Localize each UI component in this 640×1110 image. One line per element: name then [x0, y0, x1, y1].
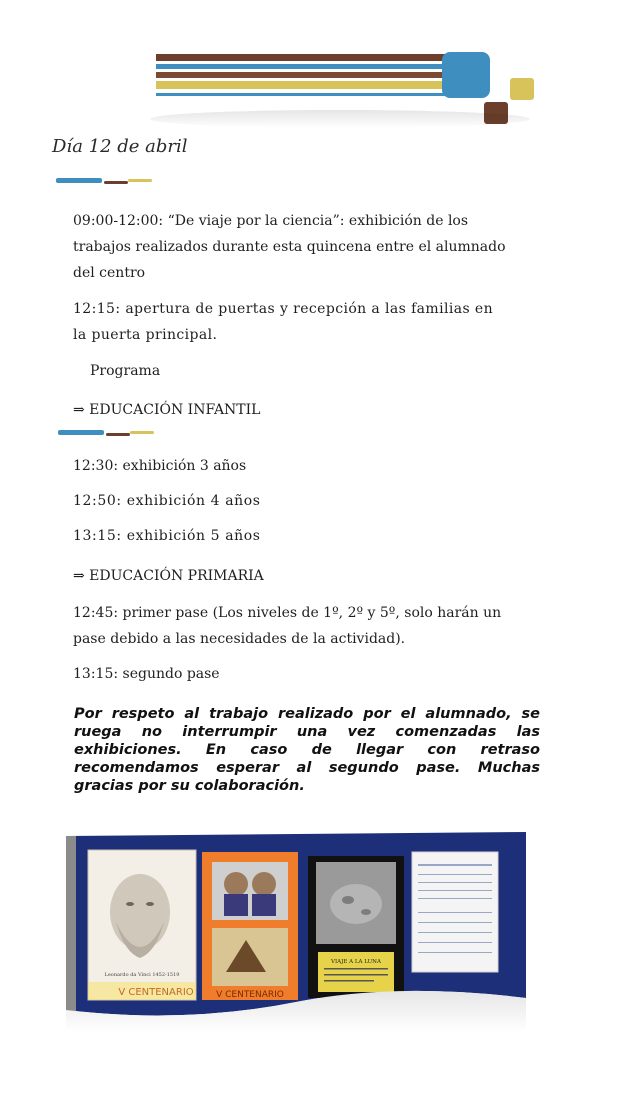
header-stripe-brown [156, 54, 451, 61]
header-stripe-brown2 [156, 72, 451, 78]
divider-decoration [56, 176, 156, 186]
opening-line: la puerta principal. [73, 327, 218, 343]
infantil-item: 12:50: exhibición 4 años [73, 493, 261, 509]
header-shadow [150, 110, 530, 128]
primaria-heading: ⇒ EDUCACIÓN PRIMARIA [73, 568, 264, 584]
notice-text: Por respeto al trabajo realizado por el alumnado, se ruega no interrumpir una vez comenzadas las exhibiciones. En caso de llegar con retraso recomendamos esperar al segundo pase. Muchas gracias por su colaboración. [74, 706, 540, 794]
primaria-first-pass-line: 12:45: primer pase (Los niveles de 1º, 2º y 5º, solo harán un [73, 605, 502, 621]
schedule-intro-line: trabajos realizados durante esta quincena entre el alumnado [73, 239, 506, 255]
schedule-intro-line: 09:00-12:00: “De viaje por la ciencia”: exhibición de los [73, 213, 469, 229]
poster1-caption: Leonardo da Vinci 1452-1519 [104, 972, 180, 978]
header-decoration [150, 40, 550, 140]
header-square-blue [442, 52, 490, 98]
poster3-title: VIAJE A LA LUNA [331, 959, 381, 965]
poster2-badge: V CENTENARIO [216, 990, 284, 1000]
schedule-intro-line: del centro [73, 265, 146, 281]
header-square-gold [510, 78, 534, 100]
primaria-first-pass-line: pase debido a las necesidades de la actividad). [73, 631, 406, 647]
exhibition-board-illustration [66, 832, 526, 1032]
divider-decoration-infantil [58, 428, 158, 438]
header-stripe-gold [156, 81, 451, 89]
date-title: Día 12 de abril [52, 136, 188, 157]
infantil-item: 12:30: exhibición 3 años [73, 458, 247, 474]
primaria-second-pass: 13:15: segundo pase [73, 666, 220, 682]
infantil-heading: ⇒ EDUCACIÓN INFANTIL [73, 402, 261, 418]
header-stripe-blue2 [156, 93, 451, 96]
schedule-intro [73, 208, 533, 286]
poster1-badge: V CENTENARIO [118, 987, 194, 998]
program-label: Programa [90, 363, 161, 379]
exhibition-photo [66, 832, 526, 1032]
infantil-item: 13:15: exhibición 5 años [73, 528, 261, 544]
opening-text [73, 296, 533, 348]
opening-line: 12:15: apertura de puertas y recepción a las familias en [73, 301, 494, 317]
primaria-first-pass [73, 600, 533, 652]
header-stripe-blue [156, 64, 451, 69]
